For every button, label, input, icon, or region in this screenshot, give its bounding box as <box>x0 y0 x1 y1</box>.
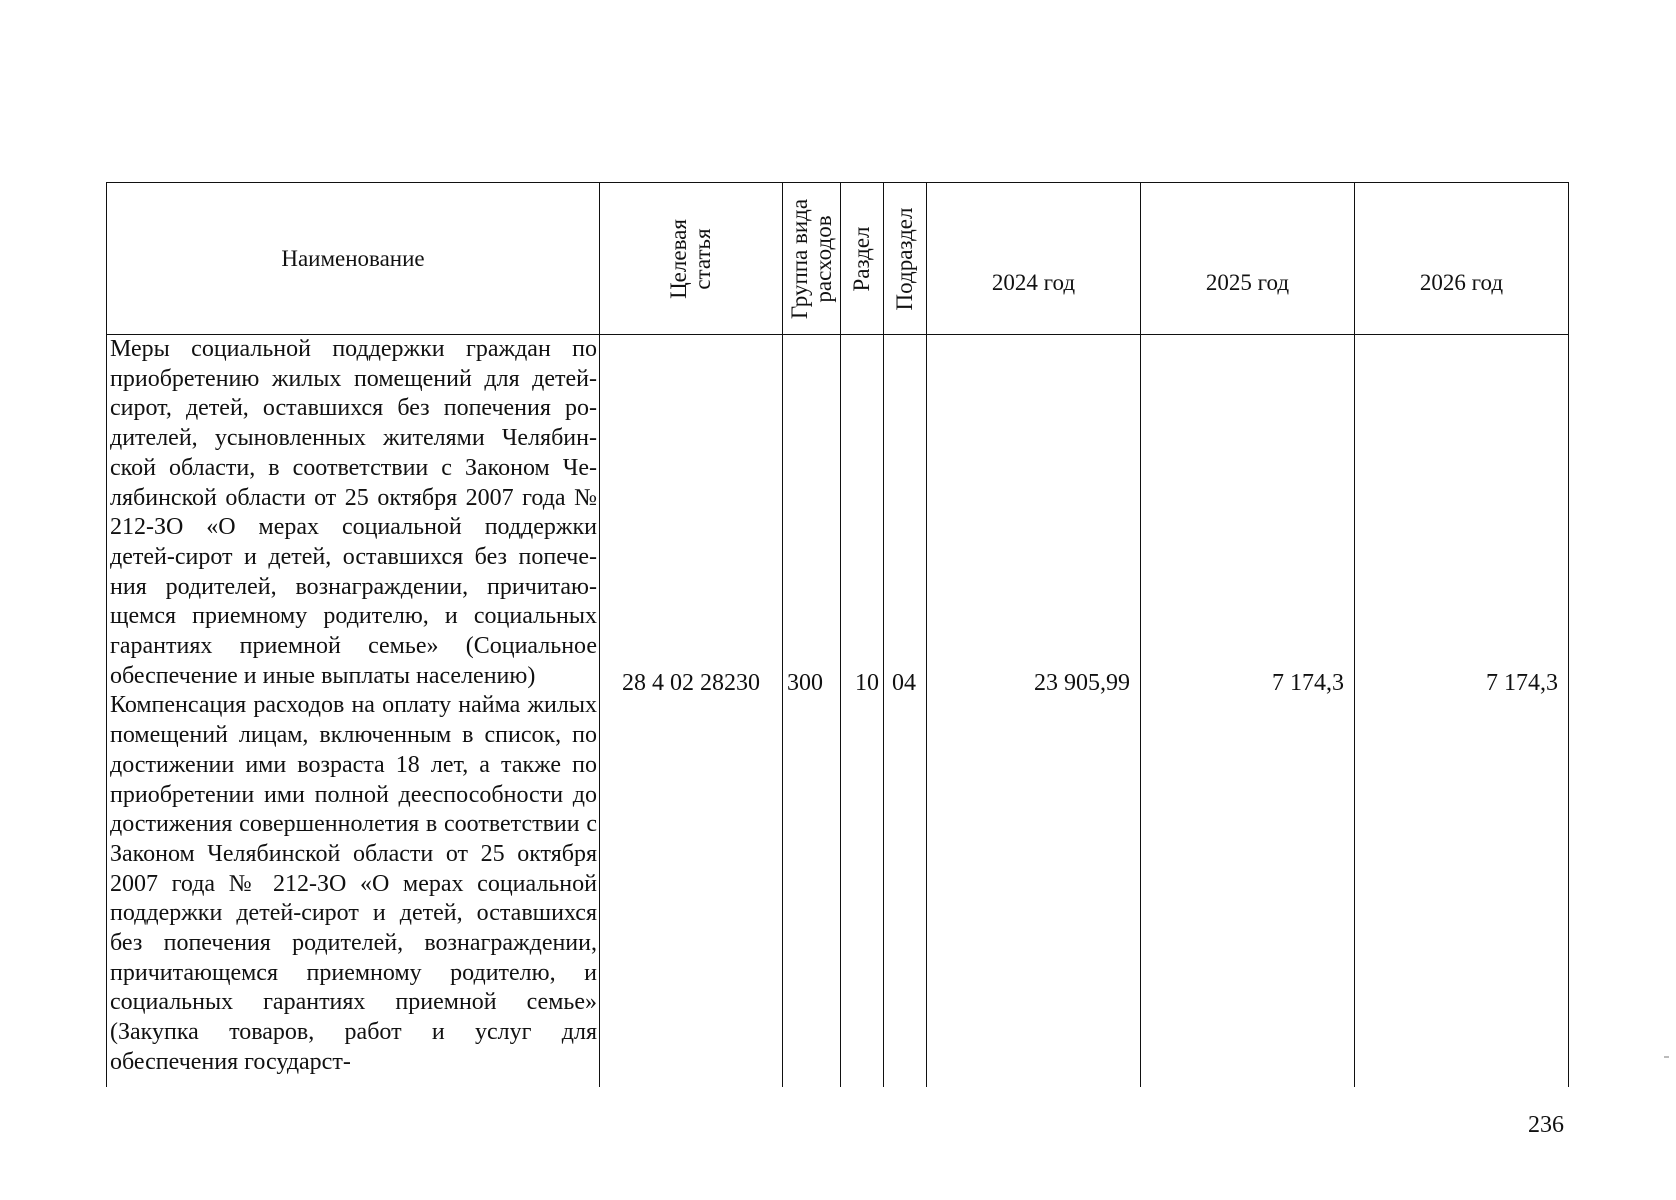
row-amount-2026: 7 174,3 <box>1486 670 1558 696</box>
header-name: Наименование <box>107 183 600 335</box>
table-header-row <box>107 183 1569 335</box>
row-name-text: Меры социальной поддержки граждан по приобретению жилых помещений для детей-сирот, детей, оставшихся без попечения родителей, усыновленных жителями Челябинской области, в соответствии с Законом Челябинской области от 25 октября 2007 года № 212-ЗО «О мерах социальной поддержки детей-сирот и детей, оставшихся без попечения родителей, вознаграждении, причитающемся приемному родителю, и социальных гарантиях приемной семье» (Социальное обеспечение и иные выплаты населению) Компенсация расходов на оплату найма жилых помещений лицам, включенным в список, по достижении ими возраста 18 лет, а также по приобретении ими полной дееспособности до достижения совершеннолетия в соответствии с Законом Челябинской области от 25 октября 2007 года № 212-ЗО «О мерах социальной поддержки детей-сирот и детей, оставшихся без попечения родителей, вознаграждении, причитающемся приемному родителю, и социальных гарантиях приемной семье» (Закупка товаров, работ и услуг для обеспечения государст- <box>110 336 597 1075</box>
row-section: 10 <box>855 670 879 696</box>
header-section-label: Раздел <box>848 225 874 292</box>
cell-amount-2025 <box>1141 335 1355 1088</box>
cell-expense-group <box>783 335 841 1088</box>
cell-subsection <box>884 335 927 1088</box>
page-number: 236 <box>1528 1112 1564 1138</box>
cell-section <box>841 335 884 1088</box>
header-expense-group <box>783 183 841 335</box>
header-expense-group-line2: расходов <box>810 214 836 303</box>
budget-table <box>106 182 1569 1087</box>
header-year-2026: 2026 год <box>1355 183 1569 335</box>
header-section <box>841 183 884 335</box>
cell-amount-2024 <box>927 335 1141 1088</box>
header-subsection <box>884 183 927 335</box>
row-subsection: 04 <box>892 670 916 696</box>
header-expense-group-line1: Группа вида <box>786 198 812 319</box>
cell-target-article <box>600 335 783 1088</box>
header-target-article-line1: Целевая <box>665 218 691 299</box>
header-year-2024: 2024 год <box>927 183 1141 335</box>
header-year-2025: 2025 год <box>1141 183 1355 335</box>
row-amount-2025: 7 174,3 <box>1272 670 1344 696</box>
scan-speck <box>1664 1056 1669 1058</box>
header-target-article <box>600 183 783 335</box>
row-amount-2024: 23 905,99 <box>1034 670 1130 696</box>
row-expense-group: 300 <box>787 670 823 696</box>
cell-name <box>107 335 600 1088</box>
header-subsection-label: Подраздел <box>891 207 917 310</box>
table-row <box>107 335 1569 1088</box>
cell-amount-2026 <box>1355 335 1569 1088</box>
header-target-article-line2: статья <box>690 227 715 290</box>
row-target-article: 28 4 02 28230 <box>622 670 760 696</box>
